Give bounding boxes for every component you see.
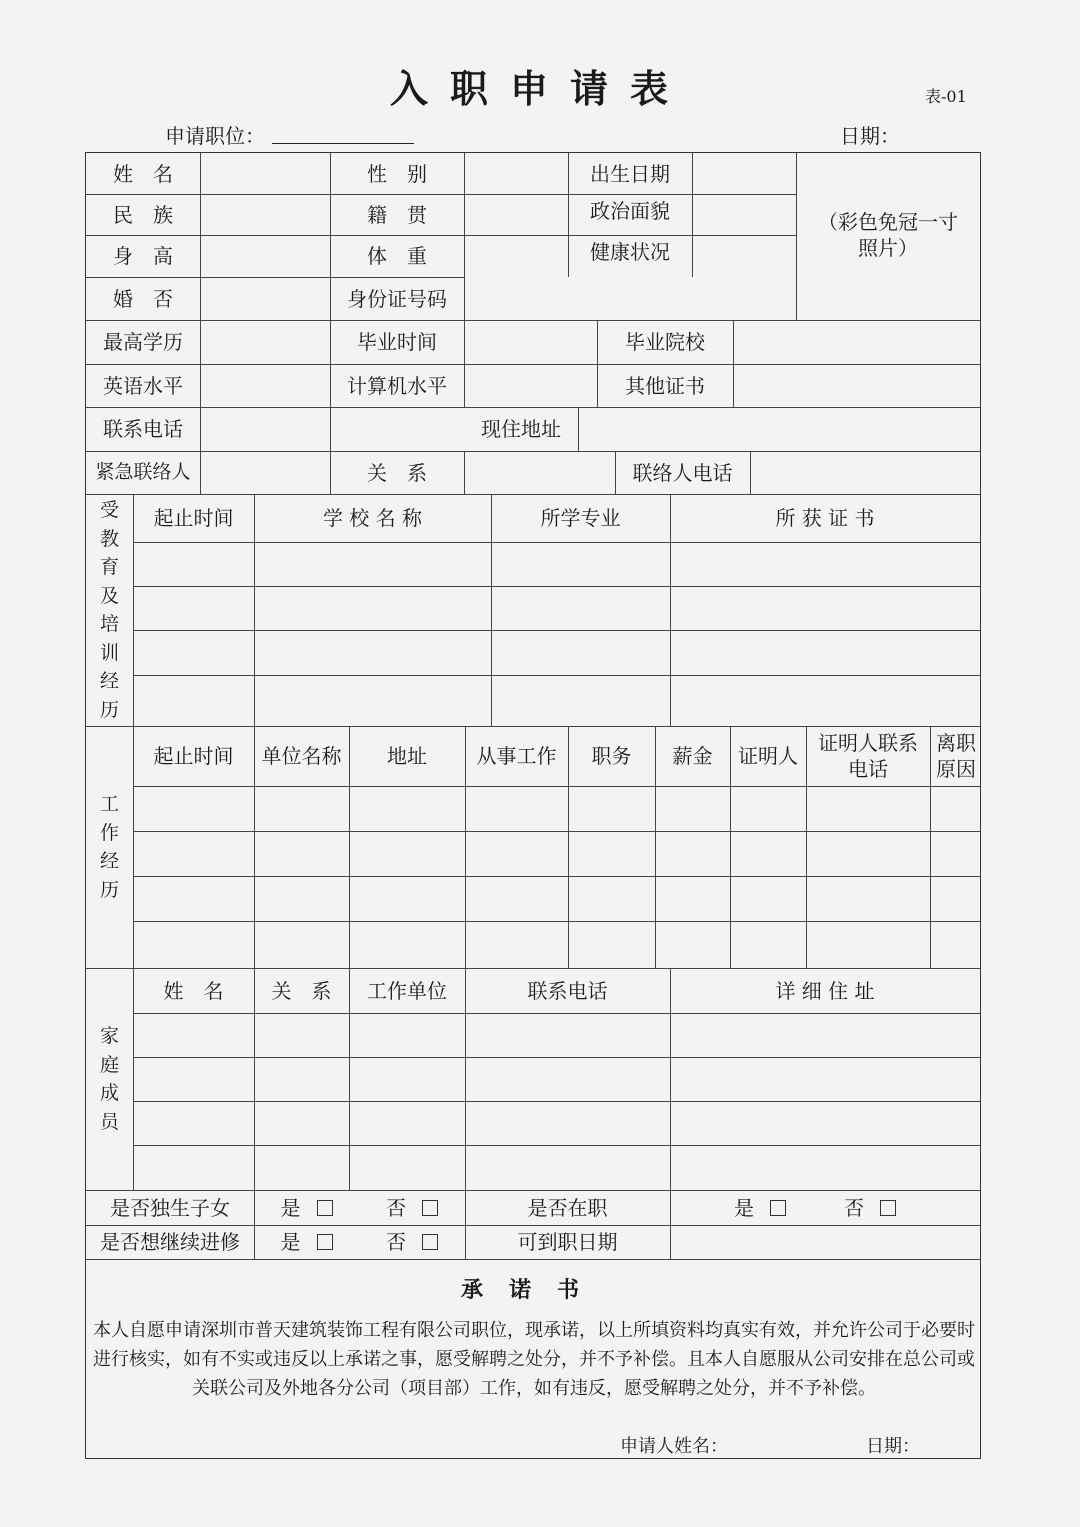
further-study-no[interactable] — [359, 1225, 465, 1259]
no-label: 否 — [386, 1230, 406, 1254]
family-col-relation: 关 系 — [271, 978, 332, 1003]
rule — [86, 451, 980, 452]
only-child-no[interactable] — [359, 1190, 465, 1225]
label-relation: 关 系 — [367, 460, 427, 485]
checkbox[interactable] — [317, 1234, 333, 1250]
label-marital: 婚 否 — [113, 286, 173, 311]
form-number: 表-01 — [925, 87, 967, 106]
rule — [930, 726, 931, 968]
rule — [578, 407, 579, 451]
label-employed: 是否在职 — [527, 1195, 608, 1220]
label-id-number: 身份证号码 — [347, 286, 447, 311]
header-date-label: 日期： — [840, 124, 900, 148]
work-col-period: 起止时间 — [153, 744, 234, 768]
work-side-label-cell — [86, 726, 133, 968]
position-label: 申请职位： — [165, 124, 265, 148]
family-col-address: 详 细 住 址 — [775, 978, 875, 1003]
label-further-study: 是否想继续进修 — [100, 1230, 240, 1254]
no-label: 否 — [844, 1195, 864, 1220]
label-education: 最高学历 — [103, 330, 183, 354]
work-col-duty: 从事工作 — [476, 744, 557, 768]
rule — [464, 451, 465, 494]
label-health: 健康状况 — [590, 240, 670, 264]
rule — [133, 675, 980, 676]
label-birth-date: 出生日期 — [590, 161, 670, 186]
rule — [692, 153, 693, 277]
rule — [133, 542, 980, 543]
work-col-address: 地址 — [387, 744, 427, 768]
checkbox[interactable] — [317, 1200, 333, 1216]
employed-yes[interactable] — [700, 1190, 820, 1225]
rule — [133, 630, 980, 631]
checkbox[interactable] — [422, 1234, 438, 1250]
rule — [133, 1013, 980, 1014]
work-col-leave-reason: 离职原因 — [936, 731, 976, 781]
rule — [133, 786, 980, 787]
label-political-status: 政治面貌 — [590, 198, 670, 223]
label-phone: 联系电话 — [103, 417, 183, 441]
further-study-yes[interactable] — [254, 1225, 359, 1259]
form-frame — [85, 152, 981, 1459]
rule — [133, 494, 134, 1190]
rule — [86, 1259, 980, 1260]
rule — [133, 1145, 980, 1146]
rule — [806, 726, 807, 968]
label-name: 姓 名 — [113, 161, 173, 186]
work-col-employer: 单位名称 — [261, 744, 342, 768]
label-address: 现住地址 — [481, 417, 561, 441]
label-other-certs: 其他证书 — [625, 373, 705, 398]
applicant-name-label: 申请人姓名： — [620, 1436, 728, 1457]
label-gender: 性 别 — [367, 161, 427, 186]
label-ethnicity: 民 族 — [113, 202, 173, 227]
rule — [133, 876, 980, 877]
label-contact-phone: 联络人电话 — [632, 460, 733, 485]
pledge-body: 本人自愿申请深圳市普天建筑装饰工程有限公司职位，现承诺，以上所填资料均真实有效，并允许公司于必要时进行核实，如有不实或违反以上承诺之事，愿受解聘之处分，并不予补偿。且本人自愿服从公司安排在总公司或关联公司及外地各分公司（项目部）工作，如有违反，愿受解聘之处分，并不予补偿。 — [93, 1320, 975, 1399]
rule — [750, 451, 751, 494]
rule — [133, 1101, 980, 1102]
work-col-title: 职务 — [591, 744, 632, 768]
form-title: 入职申请表 — [389, 66, 690, 111]
rule — [200, 153, 201, 494]
label-native-place: 籍 贯 — [367, 202, 427, 227]
label-school: 毕业院校 — [625, 330, 705, 354]
label-graduation-time: 毕业时间 — [357, 330, 437, 354]
rule — [133, 586, 980, 587]
family-col-name: 姓 名 — [163, 978, 224, 1003]
position-input-line[interactable] — [272, 143, 414, 144]
label-weight: 体 重 — [367, 244, 427, 268]
signature-date-label: 日期： — [866, 1436, 920, 1457]
rule — [86, 364, 980, 365]
family-side-label-cell — [86, 968, 133, 1190]
family-col-employer: 工作单位 — [367, 978, 447, 1003]
family-side-label: 家庭成员 — [99, 1025, 119, 1133]
label-only-child: 是否独生子女 — [110, 1195, 230, 1220]
work-col-reference-phone: 证明人联系电话 — [818, 731, 918, 781]
employed-no[interactable] — [810, 1190, 930, 1225]
no-label: 否 — [386, 1195, 406, 1220]
edu-col-major: 所学专业 — [540, 506, 621, 530]
edu-col-school: 学 校 名 称 — [322, 506, 423, 530]
pledge-title: 承诺书 — [460, 1277, 605, 1303]
label-emergency-contact: 紧急联络人 — [95, 461, 191, 484]
yes-label: 是 — [280, 1195, 301, 1220]
checkbox[interactable] — [422, 1200, 438, 1216]
rule — [133, 1057, 980, 1058]
checkbox[interactable] — [770, 1200, 786, 1216]
rule — [670, 1190, 671, 1259]
photo-placeholder[interactable]: （彩色免冠一寸照片） — [818, 210, 958, 260]
yes-label: 是 — [280, 1230, 301, 1254]
rule — [733, 320, 734, 407]
work-col-salary: 薪金 — [672, 744, 713, 768]
family-col-phone: 联系电话 — [527, 978, 608, 1003]
label-computer-level: 计算机水平 — [347, 373, 447, 398]
yes-label: 是 — [734, 1195, 754, 1220]
rule — [464, 320, 465, 407]
work-col-reference: 证明人 — [738, 744, 798, 768]
checkbox[interactable] — [880, 1200, 896, 1216]
only-child-yes[interactable] — [254, 1190, 359, 1225]
rule — [464, 153, 465, 320]
rule — [133, 921, 980, 922]
label-height: 身 高 — [113, 244, 173, 268]
work-side-label: 工作经历 — [99, 793, 119, 901]
rule — [133, 831, 980, 832]
rule — [86, 320, 980, 321]
label-start-date: 可到职日期 — [517, 1230, 618, 1254]
edu-col-certificate: 所 获 证 书 — [775, 506, 875, 530]
education-side-label: 受教育及培训经历 — [99, 499, 119, 721]
education-side-label-cell — [86, 494, 133, 726]
label-english-level: 英语水平 — [103, 373, 183, 398]
rule — [796, 153, 797, 320]
edu-col-period: 起止时间 — [153, 506, 234, 530]
